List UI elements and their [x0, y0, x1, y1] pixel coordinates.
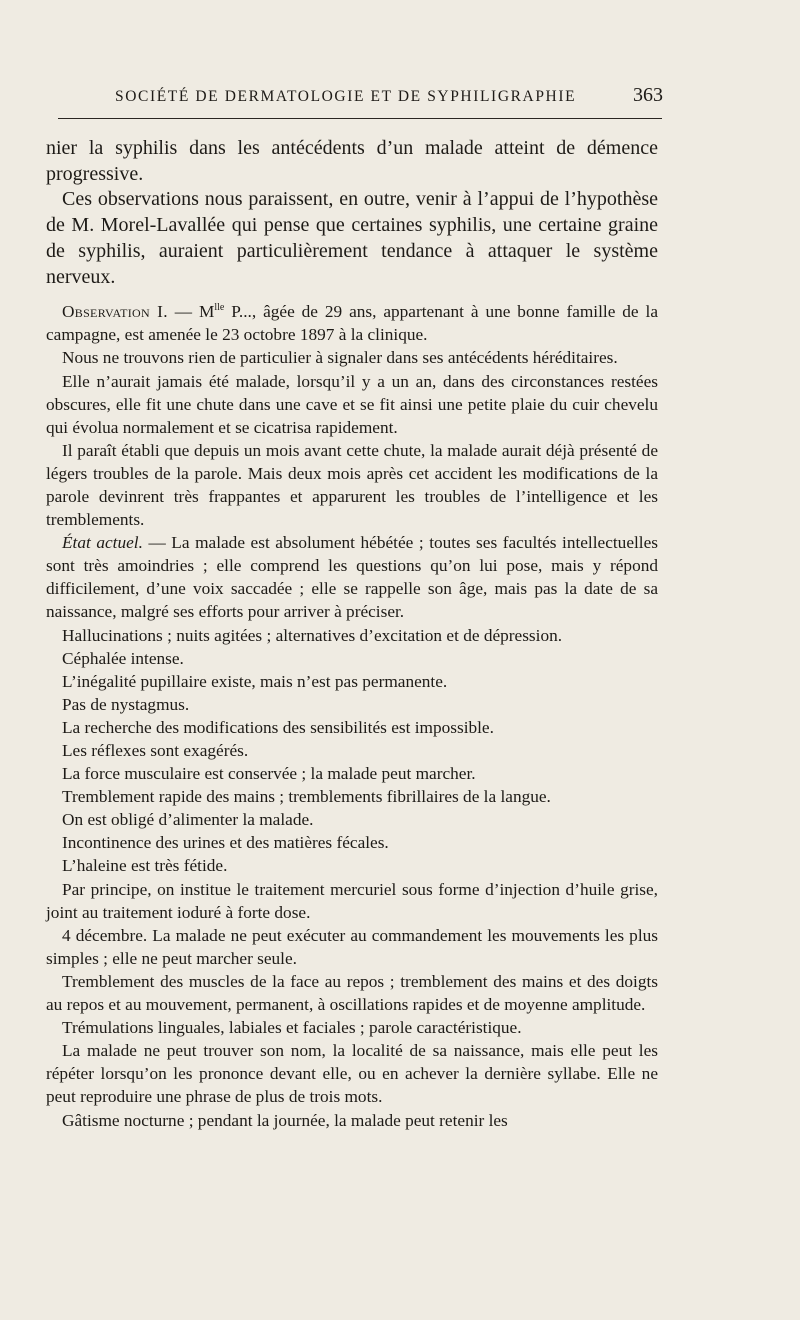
paragraph: Incontinence des urines et des matières fécales.	[62, 833, 389, 853]
paragraph: Céphalée intense.	[62, 648, 184, 668]
running-title: SOCIÉTÉ DE DERMATOLOGIE ET DE SYPHILIGRAPHIE	[115, 88, 577, 105]
observation-heading: Observation I.	[62, 302, 168, 322]
paragraph: La recherche des modifications des sensibilités est impossible.	[62, 717, 494, 737]
paragraph: L’inégalité pupillaire existe, mais n’est pas permanente.	[62, 671, 448, 691]
paragraph: L’haleine est très fétide.	[62, 856, 228, 876]
paragraph: La force musculaire est conservée ; la malade peut marcher.	[62, 764, 476, 784]
paragraph: Gâtisme nocturne ; pendant la journée, la malade peut retenir les	[62, 1110, 508, 1130]
paragraph: Tremblement rapide des mains ; tremblements fibrillaires de la langue.	[62, 787, 551, 807]
paragraph: Pas de nystagmus.	[62, 694, 190, 714]
paragraph: Les réflexes sont exagérés.	[62, 741, 249, 760]
paragraph: La malade ne peut trouver son nom, la localité de sa naissance, mais elle peut les répéter lorsqu’on les prononce devant elle, ou en achever la dernière syllabe. Elle ne peut reproduire une phrase de plus de trois mots.	[46, 1041, 658, 1107]
observation-section	[46, 300, 658, 1131]
observation-first-text: P..., âgée de 29 ans, appartenant à une bonne famille de la campagne, est amenée le 23 octobre 1897 à la clinique.	[46, 302, 658, 345]
etat-actuel-label: État actuel.	[62, 533, 143, 553]
paragraph: nier la syphilis dans les antécédents d’un malade atteint de démence progressive.	[46, 137, 658, 185]
paragraph: Nous ne trouvons rien de particulier à signaler dans ses antécédents héréditaires.	[62, 348, 618, 368]
paragraph: Par principe, on institue le traitement mercuriel sous forme d’injection d’huile grise, joint au traitement ioduré à forte dose.	[46, 879, 658, 922]
intro-section	[46, 136, 658, 290]
page-header	[115, 84, 663, 107]
observation-dash: — M	[167, 302, 215, 322]
paragraph: On est obligé d’alimenter la malade.	[62, 810, 314, 830]
body-text	[46, 136, 658, 1132]
paragraph: Hallucinations ; nuits agitées ; alternatives d’excitation et de dépression.	[62, 625, 563, 645]
paragraph: 4 décembre. La malade ne peut exécuter au commandement les mouvements les plus simples ; elle ne peut marcher seule.	[46, 925, 658, 968]
etat-actuel-text: — La malade est absolument hébétée ; toutes ses facultés intellectuelles sont très amoindries ; elle comprend les questions qu’on lui pose, mais y répond difficilement, d’une voix saccadée ; elle se rappelle son âge, mais pas la date de sa naissance, malgré ses efforts pour arriver à préciser.	[46, 533, 658, 622]
etat-actuel-paragraph	[46, 531, 658, 623]
page-number: 363	[633, 84, 663, 106]
paragraph: Elle n’aurait jamais été malade, lorsqu’il y a un an, dans des circonstances restées obscures, elle fit une chute dans une cave et se fit ainsi une petite plaie du cuir chevelu qui évolua normalement et se cicatrisa rapidement.	[46, 371, 658, 437]
paragraph: Ces observations nous paraissent, en outre, venir à l’appui de l’hypothèse de M. Morel-Lavallée qui pense que certaines syphilis, une certaine graine de syphilis, auraient particulièrement tendance à attaquer le système nerveux.	[46, 188, 658, 288]
title-superscript: lle	[214, 302, 225, 314]
paragraph: Il paraît établi que depuis un mois avant cette chute, la malade aurait déjà présenté de légers troubles de la parole. Mais deux mois après cet accident les modifications de la parole devinrent très frappantes et apparurent les troubles de l’intelligence et les tremblements.	[46, 440, 658, 530]
paragraph: Trémulations linguales, labiales et faciales ; parole caractéristique.	[62, 1018, 522, 1038]
observation-intro	[46, 300, 658, 346]
paragraph: Tremblement des muscles de la face au repos ; tremblement des mains et des doigts au repos et au mouvement, permanent, à oscillations rapides et de moyenne amplitude.	[46, 971, 658, 1015]
header-rule	[58, 118, 662, 119]
